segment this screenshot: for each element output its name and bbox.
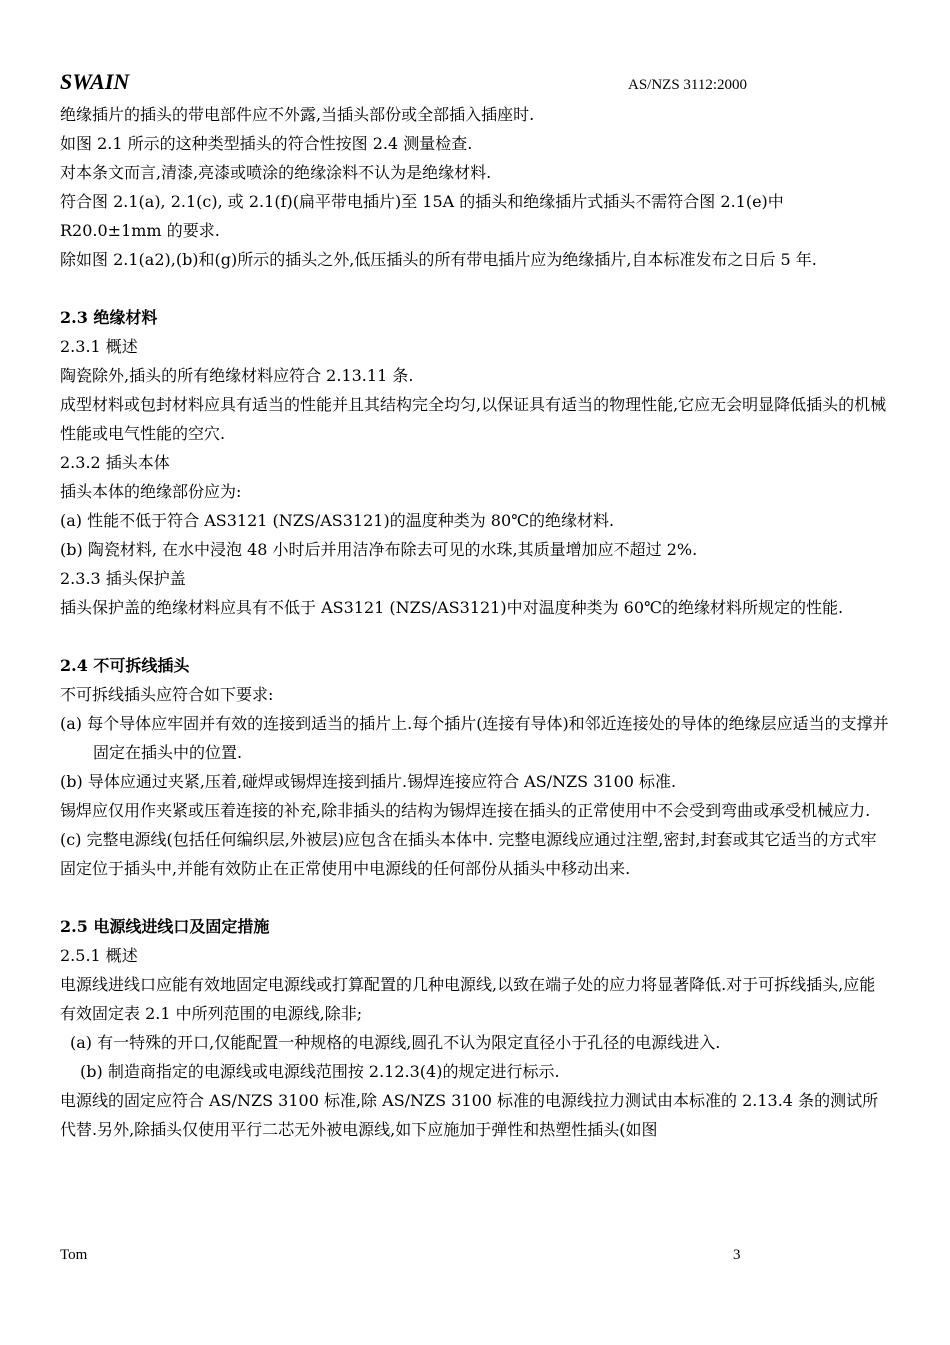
spacer: [60, 622, 890, 651]
subsection-heading-2-3-1: 2.3.1 概述: [60, 337, 138, 356]
subsection-heading-2-5-1: 2.5.1 概述: [60, 946, 138, 965]
paragraph-live-parts: 绝缘插片的插头的带电部件应不外露,当插头部份或全部插入插座时.: [60, 105, 535, 124]
list-item-2-4-a: (a) 每个导体应牢固并有效的连接到适当的插片上.每个插片(连接有导体)和邻近连接处的导体的绝缘层应适当的支撑并固定在插头中的位置.: [60, 714, 889, 762]
paragraph-2-3-2: 插头本体的绝缘部份应为:: [60, 482, 242, 501]
paragraph-2-3-1-a: 陶瓷除外,插头的所有绝缘材料应符合 2.13.11 条.: [60, 366, 414, 385]
paragraph-insulated-pins: 除如图 2.1(a2),(b)和(g)所示的插头之外,低压插头的所有带电插片应为绝缘插片,自本标准发布之日后 5 年.: [60, 250, 817, 269]
paragraph-2-4: 不可拆线插头应符合如下要求:: [60, 685, 274, 704]
paragraph-2-3-3: 插头保护盖的绝缘材料应具有不低于 AS3121 (NZS/AS3121)中对温度种类为 60℃的绝缘材料所规定的性能.: [60, 598, 844, 617]
list-item-2-3-2-b: (b) 陶瓷材料, 在水中浸泡 48 小时后并用洁净布除去可见的水珠,其质量增加应不超过 2%.: [60, 540, 698, 559]
document-body: [60, 100, 890, 1144]
section-heading-2-4: 2.4 不可拆线插头: [60, 656, 190, 675]
list-item-2-3-2-a: (a) 性能不低于符合 AS3121 (NZS/AS3121)的温度种类为 80℃的绝缘材料.: [60, 511, 615, 530]
section-heading-2-5: 2.5 电源线进线口及固定措施: [60, 917, 270, 936]
paragraph-2-5-1-cord-anchorage: 电源线的固定应符合 AS/NZS 3100 标准,除 AS/NZS 3100 标准的电源线拉力测试由本标准的 2.13.4 条的测试所代替.另外,除插头仅使用平行二芯无外被电源线,如下应施加于弹性和热塑性插头(如图: [60, 1091, 879, 1139]
header-standard-number: AS/NZS 3112:2000: [628, 77, 748, 93]
footer-page-number: 3: [733, 1247, 741, 1263]
footer-author: Tom: [60, 1247, 88, 1263]
spacer: [60, 274, 890, 303]
list-item-2-4-b: (b) 导体应通过夹紧,压着,碰焊或锡焊连接到插片.锡焊连接应符合 AS/NZS 3100 标准.: [60, 772, 677, 791]
paragraph-2-4-soldering: 锡焊应仅用作夹紧或压着连接的补充,除非插头的结构为锡焊连接在插头的正常使用中不会受到弯曲或承受机械应力.: [60, 801, 871, 820]
paragraph-figure-requirements: 符合图 2.1(a), 2.1(c), 或 2.1(f)(扁平带电插片)至 15A 的插头和绝缘插片式插头不需符合图 2.1(e)中 R20.0±1mm 的要求.: [60, 192, 784, 240]
paragraph-compliance-check: 如图 2.1 所示的这种类型插头的符合性按图 2.4 测量检查.: [60, 134, 473, 153]
paragraph-varnish: 对本条文而言,清漆,亮漆或喷涂的绝缘涂料不认为是绝缘材料.: [60, 163, 492, 182]
subsection-heading-2-3-3: 2.3.3 插头保护盖: [60, 569, 186, 588]
paragraph-2-5-1: 电源线进线口应能有效地固定电源线或打算配置的几种电源线,以致在端子处的应力将显著降低.对于可拆线插头,应能有效固定表 2.1 中所列范围的电源线,除非;: [60, 975, 876, 1023]
spacer: [60, 883, 890, 912]
subsection-heading-2-3-2: 2.3.2 插头本体: [60, 453, 170, 472]
paragraph-2-3-1-b: 成型材料或包封材料应具有适当的性能并且其结构完全均匀,以保证具有适当的物理性能,它应无会明显降低插头的机械性能或电气性能的空穴.: [60, 395, 887, 443]
section-heading-2-3: 2.3 绝缘材料: [60, 308, 158, 327]
list-item-2-4-c: (c) 完整电源线(包括任何编织层,外被层)应包含在插头本体中. 完整电源线应通过注塑,密封,封套或其它适当的方式牢固定位于插头中,并能有效防止在正常使用中电源线的任何部份从插头中移动出来.: [60, 830, 877, 878]
header-brand: SWAIN: [60, 69, 130, 94]
list-item-2-5-1-a: (a) 有一特殊的开口,仅能配置一种规格的电源线,圆孔不认为限定直径小于孔径的电源线进入.: [70, 1033, 721, 1052]
list-item-2-5-1-b: (b) 制造商指定的电源线或电源线范围按 2.12.3(4)的规定进行标示.: [80, 1062, 560, 1081]
